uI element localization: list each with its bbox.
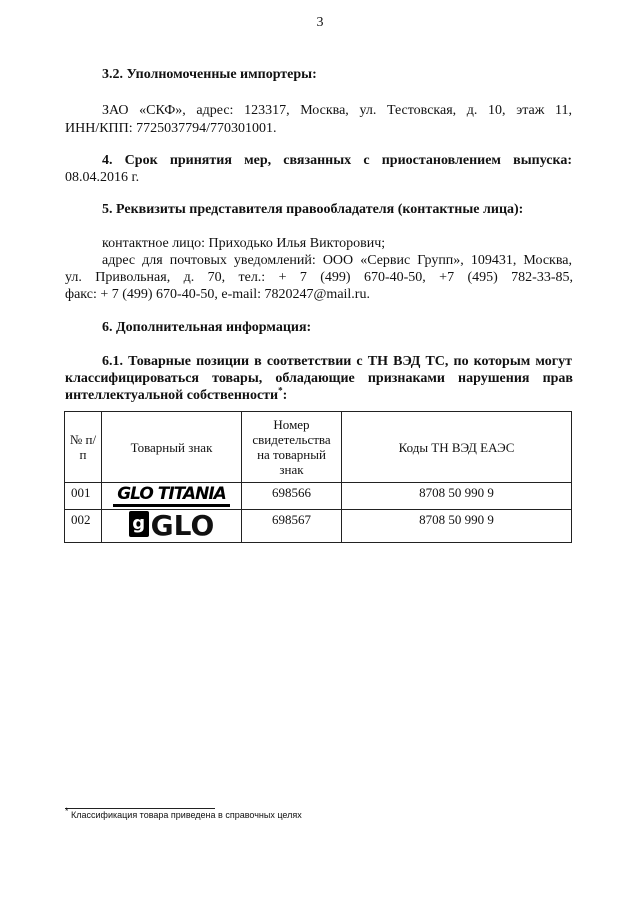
trademark-cell <box>102 510 242 543</box>
importer-inn-line: ИНН/КПП: 7725037794/770301001. <box>65 121 277 136</box>
hs-code: 8708 50 990 9 <box>342 483 572 510</box>
header-trademark: Товарный знак <box>102 412 242 483</box>
importer-address-line: ЗАО «СКФ», адрес: 123317, Москва, ул. Тестовская, д. 10, этаж 11, <box>102 103 572 118</box>
section-4-heading: 4. Срок принятия мер, связанных с приостановлением выпуска: <box>102 153 572 168</box>
certificate-number: 698567 <box>242 510 342 543</box>
glo-logo <box>129 511 215 541</box>
header-certificate: Номер свидетельства на товарный знак <box>242 412 342 483</box>
section-6-1-colon: : <box>282 388 288 403</box>
trademark-cell <box>102 483 242 510</box>
glo-badge-icon: g <box>129 511 149 537</box>
row-num: 002 <box>65 510 102 543</box>
hs-code: 8708 50 990 9 <box>342 510 572 543</box>
section-6-1-line1: 6.1. Товарные позиции в соответствии с ТН ВЭД ТС, по которым могут <box>102 354 572 369</box>
postal-address-line2: ул. Привольная, д. 70, тел.: + 7 (499) 670-40-50, +7 (495) 782-33-85, <box>65 270 573 285</box>
header-num: № п/п <box>65 412 102 483</box>
footnote-text: Классификация товара приведена в справочных целях <box>71 810 302 820</box>
glo-logo-text: GLO <box>150 509 215 542</box>
section-4-date: 08.04.2016 г. <box>65 170 140 185</box>
header-codes: Коды ТН ВЭД ЕАЭС <box>342 412 572 483</box>
table-row <box>65 483 572 510</box>
section-6-heading: 6. Дополнительная информация: <box>102 320 312 335</box>
contact-person: контактное лицо: Приходько Илья Викторович; <box>102 236 386 251</box>
section-5-heading: 5. Реквизиты представителя правообладателя (контактные лица): <box>102 202 524 217</box>
section-3-2-heading: 3.2. Уполномоченные импортеры: <box>102 67 317 82</box>
glo-titania-logo: GLO TITANIA <box>113 484 230 507</box>
certificate-number: 698566 <box>242 483 342 510</box>
page-number: 3 <box>316 15 324 30</box>
section-6-1-line3-text: интеллектуальной собственности <box>65 388 279 403</box>
section-6-1-line3 <box>65 385 573 404</box>
table-header-row <box>65 412 572 483</box>
row-num: 001 <box>65 483 102 510</box>
postal-address-line1: адрес для почтовых уведомлений: ООО «Сервис Групп», 109431, Москва, <box>102 253 572 268</box>
table-row <box>65 510 572 543</box>
postal-address-line3: факс: + 7 (499) 670-40-50, e-mail: 7820247@mail.ru. <box>65 287 370 302</box>
trademark-table <box>64 411 572 543</box>
footnote-reference: * <box>278 385 283 396</box>
footnote-divider <box>65 808 215 809</box>
section-6-1-line2: классифицироваться товары, обладающие признаками нарушения прав <box>65 371 573 386</box>
footnote <box>65 806 302 821</box>
footnote-mark: * <box>65 806 69 816</box>
